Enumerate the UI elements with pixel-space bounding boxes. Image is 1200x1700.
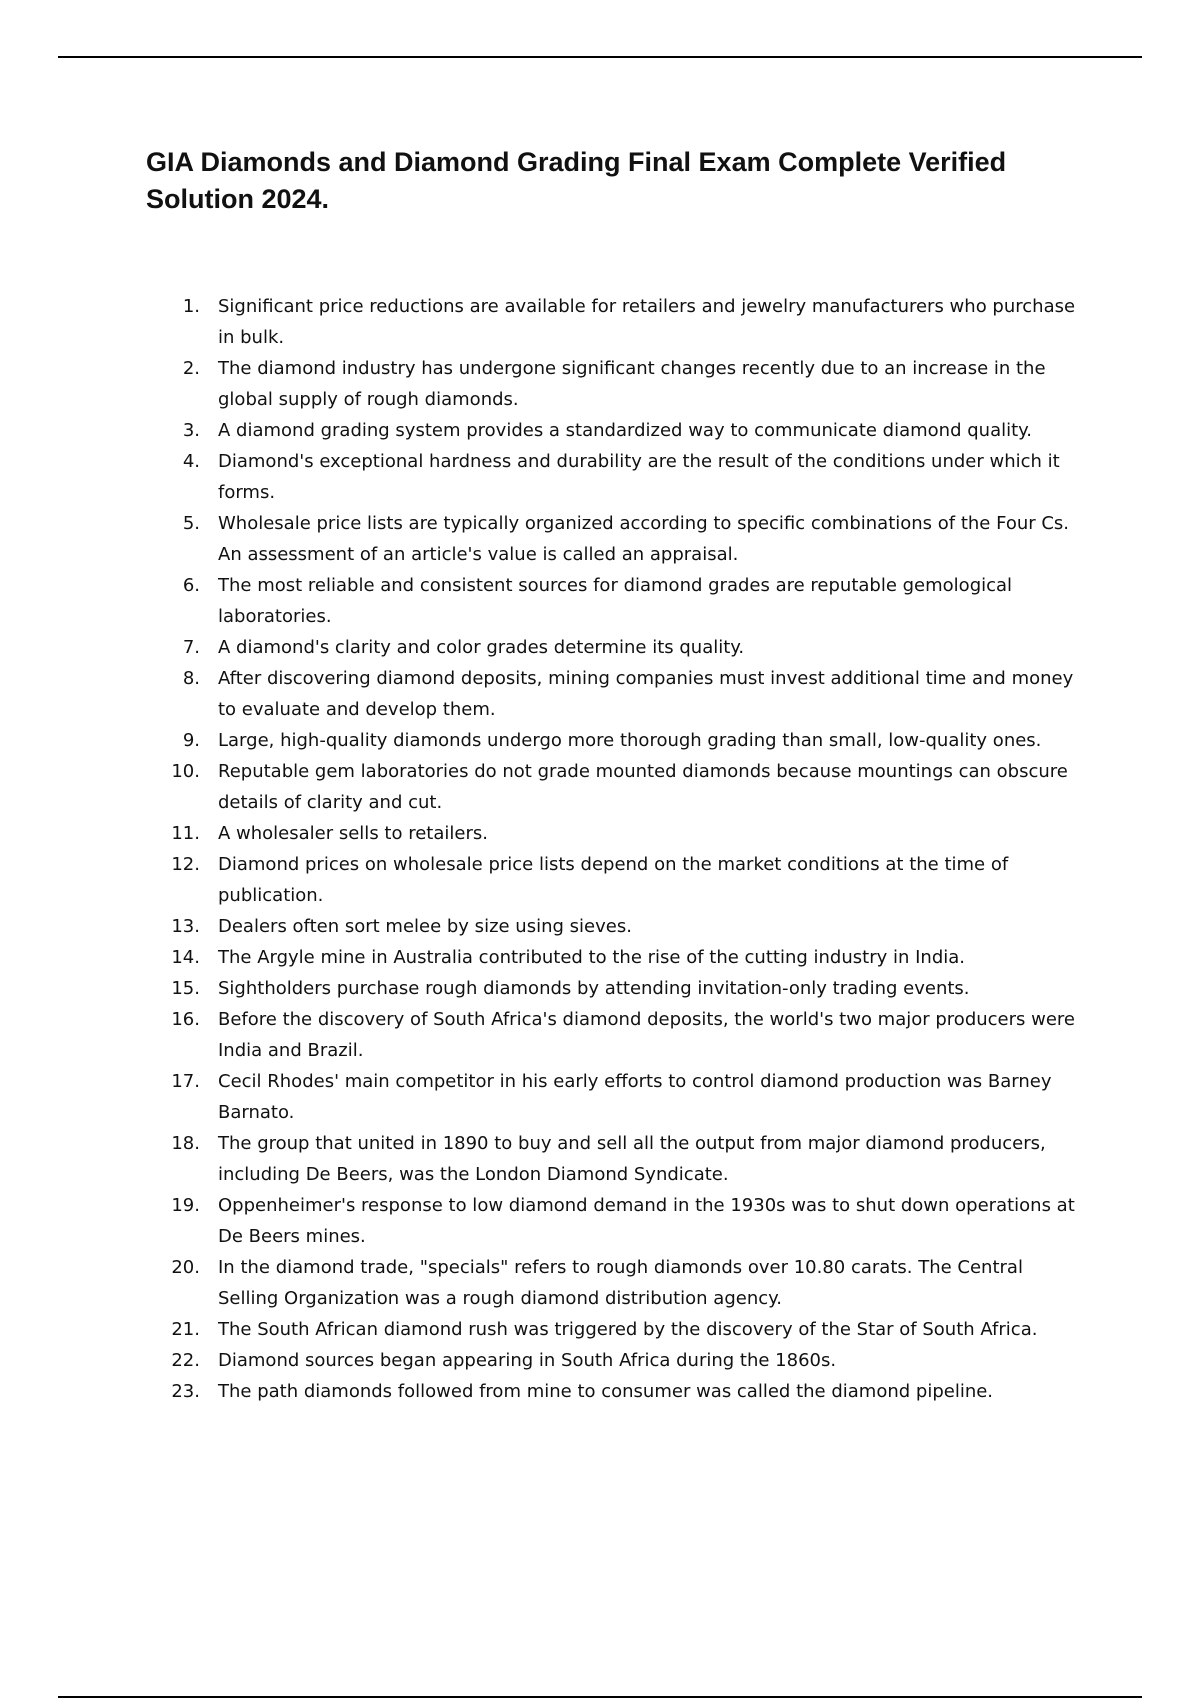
list-item xyxy=(160,1066,1080,1128)
item-text: Sightholders purchase rough diamonds by attending invitation-only trading events. xyxy=(218,978,970,999)
item-number: 17. xyxy=(171,1071,200,1092)
list-item xyxy=(160,818,1080,849)
list-item xyxy=(160,570,1080,632)
item-number: 10. xyxy=(171,761,200,782)
item-number: 15. xyxy=(171,978,200,999)
list-item xyxy=(160,849,1080,911)
list-item xyxy=(160,942,1080,973)
list-item xyxy=(160,725,1080,756)
item-number: 7. xyxy=(182,637,200,658)
list-item xyxy=(160,508,1080,570)
item-number: 21. xyxy=(171,1319,200,1340)
item-number: 18. xyxy=(171,1133,200,1154)
item-number: 9. xyxy=(182,730,200,751)
item-text: After discovering diamond deposits, mining companies must invest additional time and money to evaluate and develop them. xyxy=(218,668,1074,720)
item-text: In the diamond trade, "specials" refers to rough diamonds over 10.80 carats. The Central Selling Organization was a rough diamond distribution agency. xyxy=(218,1257,1023,1309)
item-text: Dealers often sort melee by size using sieves. xyxy=(218,916,632,937)
item-text: A wholesaler sells to retailers. xyxy=(218,823,488,844)
item-number: 11. xyxy=(171,823,200,844)
item-number: 6. xyxy=(182,575,200,596)
list-item xyxy=(160,1376,1080,1407)
document-title: GIA Diamonds and Diamond Grading Final Exam Complete Verified Solution 2024. xyxy=(146,147,1007,214)
item-text: The Argyle mine in Australia contributed to the rise of the cutting industry in India. xyxy=(218,947,965,968)
item-text: Diamond sources began appearing in South Africa during the 1860s. xyxy=(218,1350,837,1371)
top-rule xyxy=(58,56,1142,58)
list-item xyxy=(160,663,1080,725)
item-text: Large, high-quality diamonds undergo more thorough grading than small, low-quality ones. xyxy=(218,730,1042,751)
list-item xyxy=(160,1128,1080,1190)
list-item xyxy=(160,973,1080,1004)
list-item xyxy=(160,911,1080,942)
item-number: 19. xyxy=(171,1195,200,1216)
item-number: 1. xyxy=(182,296,200,317)
item-number: 4. xyxy=(182,451,200,472)
item-number: 12. xyxy=(171,854,200,875)
item-text: Before the discovery of South Africa's diamond deposits, the world's two major producers were India and Brazil. xyxy=(218,1009,1076,1061)
item-number: 5. xyxy=(182,513,200,534)
list-item xyxy=(160,1190,1080,1252)
item-text: Oppenheimer's response to low diamond demand in the 1930s was to shut down operations at De Beers mines. xyxy=(218,1195,1075,1247)
item-number: 22. xyxy=(171,1350,200,1371)
item-text: A diamond grading system provides a standardized way to communicate diamond quality. xyxy=(218,420,1032,441)
list-item xyxy=(160,1004,1080,1066)
item-text: The South African diamond rush was triggered by the discovery of the Star of South Africa. xyxy=(218,1319,1038,1340)
list-item xyxy=(160,756,1080,818)
list-item xyxy=(160,415,1080,446)
item-text: The diamond industry has undergone significant changes recently due to an increase in the global supply of rough diamonds. xyxy=(218,358,1046,410)
item-number: 14. xyxy=(171,947,200,968)
item-text: Wholesale price lists are typically organized according to specific combinations of the Four Cs. An assessment of an article's value is called an appraisal. xyxy=(218,513,1070,565)
item-text: The group that united in 1890 to buy and sell all the output from major diamond producers, including De Beers, was the London Diamond Syndicate. xyxy=(218,1133,1046,1185)
item-number: 23. xyxy=(171,1381,200,1402)
item-text: Diamond's exceptional hardness and durability are the result of the conditions under which it forms. xyxy=(218,451,1060,503)
list-item xyxy=(160,632,1080,663)
numbered-list xyxy=(160,291,1080,1407)
item-number: 8. xyxy=(182,668,200,689)
item-text: The most reliable and consistent sources for diamond grades are reputable gemological laboratories. xyxy=(218,575,1013,627)
list-item xyxy=(160,291,1080,353)
item-number: 3. xyxy=(182,420,200,441)
item-number: 13. xyxy=(171,916,200,937)
list-item xyxy=(160,1252,1080,1314)
item-text: Significant price reductions are available for retailers and jewelry manufacturers who purchase in bulk. xyxy=(218,296,1076,348)
item-text: The path diamonds followed from mine to consumer was called the diamond pipeline. xyxy=(218,1381,994,1402)
item-text: A diamond's clarity and color grades determine its quality. xyxy=(218,637,745,658)
bottom-rule xyxy=(58,1696,1142,1698)
list-item xyxy=(160,1345,1080,1376)
list-item xyxy=(160,353,1080,415)
list-item xyxy=(160,446,1080,508)
item-number: 20. xyxy=(171,1257,200,1278)
item-number: 16. xyxy=(171,1009,200,1030)
item-text: Reputable gem laboratories do not grade mounted diamonds because mountings can obscure details of clarity and cut. xyxy=(218,761,1068,813)
list-item xyxy=(160,1314,1080,1345)
item-text: Diamond prices on wholesale price lists depend on the market conditions at the time of publication. xyxy=(218,854,1009,906)
item-number: 2. xyxy=(182,358,200,379)
item-text: Cecil Rhodes' main competitor in his early efforts to control diamond production was Barney Barnato. xyxy=(218,1071,1052,1123)
